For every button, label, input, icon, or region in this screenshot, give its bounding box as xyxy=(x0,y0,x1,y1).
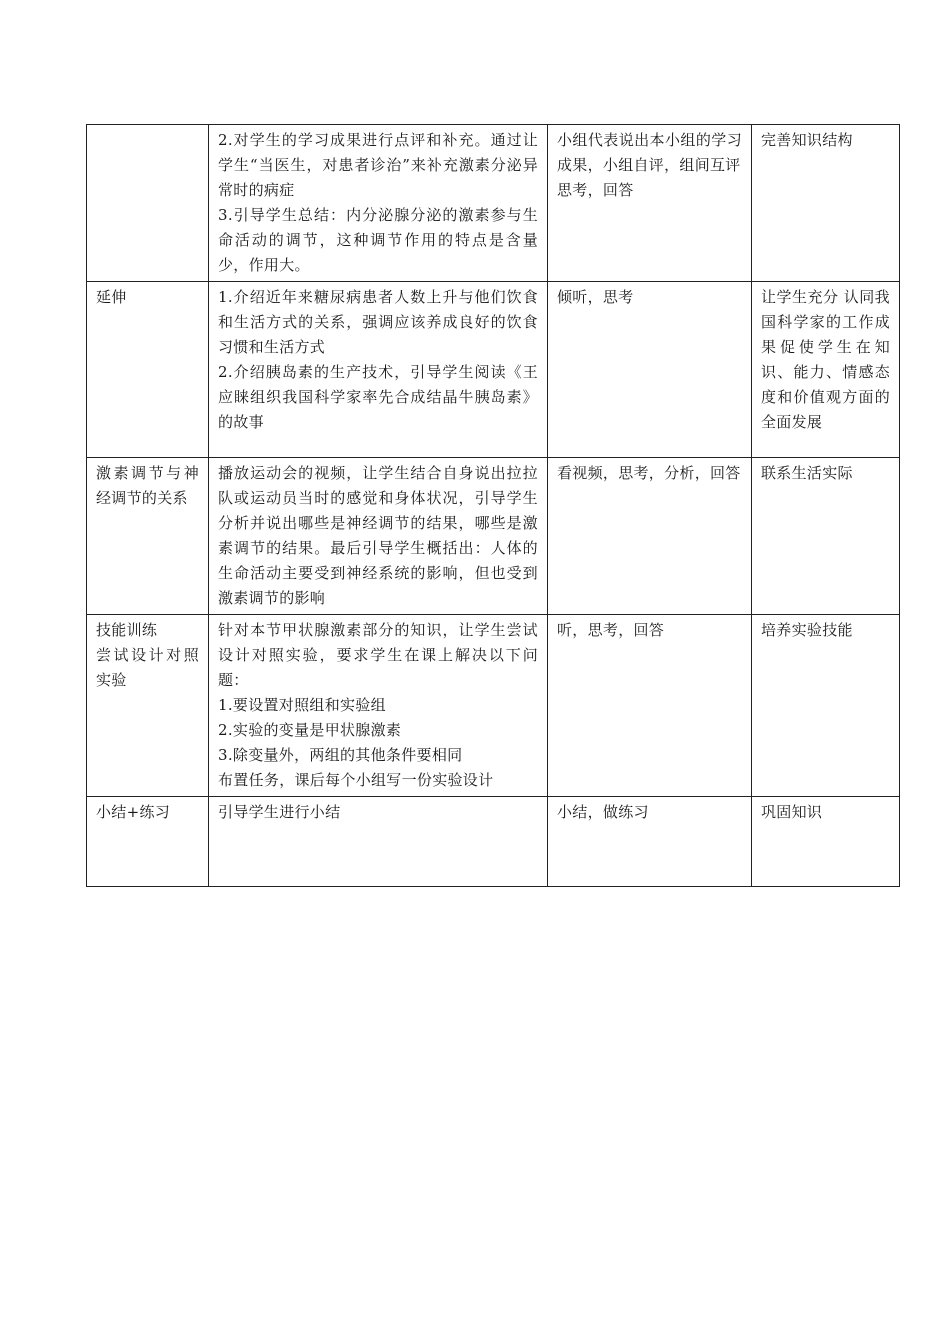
teacher-activity-text: 2.实验的变量是甲状腺激素 xyxy=(218,721,402,739)
student-activity-cell xyxy=(548,797,752,887)
design-intent-cell xyxy=(752,125,900,282)
design-intent-cell xyxy=(752,458,900,615)
teacher-activity-cell xyxy=(209,615,548,797)
stage-text: 小结+练习 xyxy=(96,803,171,821)
stage-text: 尝试设计对照实验 xyxy=(96,646,199,689)
student-activity-cell xyxy=(548,125,752,282)
design-intent-text: 巩固知识 xyxy=(761,803,823,821)
teacher-activity-text: 3.引导学生总结：内分泌腺分泌的激素参与生命活动的调节，这种调节作用的特点是含量少，作用大。 xyxy=(218,206,538,274)
design-intent-text: 培养实验技能 xyxy=(761,621,853,639)
table-row xyxy=(87,458,900,615)
table-row xyxy=(87,125,900,282)
teacher-activity-cell xyxy=(209,797,548,887)
teacher-activity-cell xyxy=(209,458,548,615)
teacher-activity-cell xyxy=(209,125,548,282)
design-intent-cell xyxy=(752,282,900,458)
design-intent-text: 完善知识结构 xyxy=(761,131,853,149)
stage-cell xyxy=(87,458,209,615)
lesson-plan-table xyxy=(86,124,900,887)
stage-cell xyxy=(87,797,209,887)
teacher-activity-text: 1.介绍近年来糖尿病患者人数上升与他们饮食和生活方式的关系，强调应该养成良好的饮食习惯和生活方式 xyxy=(218,288,538,356)
student-activity-text: 思考，回答 xyxy=(557,181,634,199)
table-row xyxy=(87,282,900,458)
teacher-activity-text: 针对本节甲状腺激素部分的知识，让学生尝试设计对照实验，要求学生在课上解决以下问题： xyxy=(218,621,538,689)
teacher-activity-text: 1.要设置对照组和实验组 xyxy=(218,696,386,714)
teacher-activity-text: 引导学生进行小结 xyxy=(218,803,341,821)
design-intent-cell xyxy=(752,797,900,887)
student-activity-text: 看视频，思考，分析，回答 xyxy=(557,464,741,482)
teacher-activity-cell xyxy=(209,282,548,458)
stage-cell xyxy=(87,282,209,458)
table-row xyxy=(87,797,900,887)
design-intent-text: 让学生充分 认同我国科学家的工作成果促使学生在知识、能力、情感态度和价值观方面的全面发展 xyxy=(761,288,890,431)
teacher-activity-text: 播放运动会的视频，让学生结合自身说出拉拉队或运动员当时的感觉和身体状况，引导学生分析并说出哪些是神经调节的结果，哪些是激素调节的结果。最后引导学生概括出：人体的生命活动主要受到神经系统的影响，但也受到激素调节的影响 xyxy=(218,464,538,607)
design-intent-text: 联系生活实际 xyxy=(761,464,853,482)
student-activity-cell xyxy=(548,282,752,458)
stage-cell xyxy=(87,125,209,282)
stage-text: 技能训练 xyxy=(96,621,158,639)
teacher-activity-text: 布置任务，课后每个小组写一份实验设计 xyxy=(218,771,494,789)
student-activity-cell xyxy=(548,615,752,797)
student-activity-text: 倾听，思考 xyxy=(557,288,634,306)
teacher-activity-text: 3.除变量外，两组的其他条件要相同 xyxy=(218,746,463,764)
student-activity-cell xyxy=(548,458,752,615)
teacher-activity-text: 2.对学生的学习成果进行点评和补充。通过让学生“当医生，对患者诊治”来补充激素分泌异常时的病症 xyxy=(218,131,538,199)
table-row xyxy=(87,615,900,797)
stage-cell xyxy=(87,615,209,797)
student-activity-text: 听，思考，回答 xyxy=(557,621,665,639)
design-intent-cell xyxy=(752,615,900,797)
student-activity-text: 小结，做练习 xyxy=(557,803,649,821)
teacher-activity-text: 2.介绍胰岛素的生产技术，引导学生阅读《王应睐组织我国科学家率先合成结晶牛胰岛素》的故事 xyxy=(218,363,538,431)
student-activity-text: 小组代表说出本小组的学习成果，小组自评，组间互评 xyxy=(557,131,742,174)
stage-text: 延伸 xyxy=(96,288,127,306)
stage-text: 激素调节与神经调节的关系 xyxy=(96,464,199,507)
